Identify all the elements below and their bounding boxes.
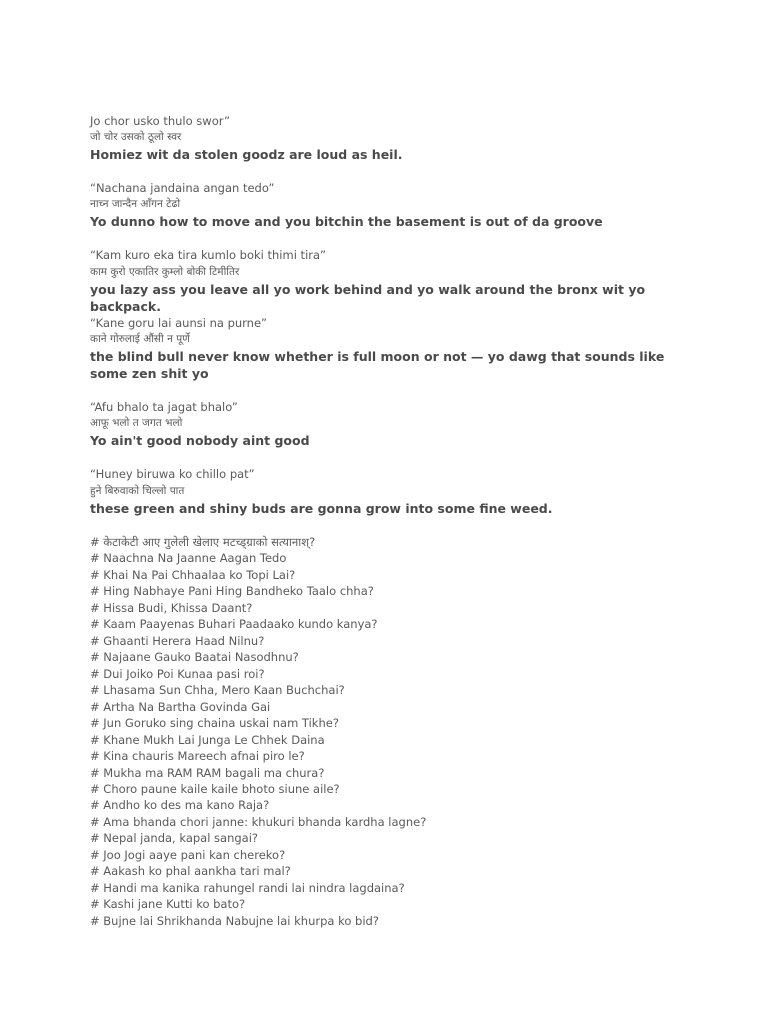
list-item: # Jun Goruko sing chaina uskai nam Tikhe? <box>90 716 339 730</box>
proverb-translation: Homiez wit da stolen goodz are loud as heil. <box>90 147 403 162</box>
list-item: # Mukha ma RAM RAM bagali ma chura? <box>90 766 325 780</box>
proverb-devanagari: जो चोर उसको ठूलो स्वर <box>90 131 182 143</box>
list-item: # केटाकेटी आए गुलेली खेलाए मटच्ड्ग्राको सत्यानाश्? <box>90 535 316 549</box>
proverb-devanagari: हुने बिरुवाको चिल्लो पात <box>90 485 185 497</box>
list-item: # Bujne lai Shrikhanda Nabujne lai khurpa ko bid? <box>90 914 379 928</box>
list-item: # Handi ma kanika rahungel randi lai nindra lagdaina? <box>90 881 405 895</box>
proverb-romanized: “Afu bhalo ta jagat bhalo” <box>90 400 238 414</box>
list-item: # Lhasama Sun Chha, Mero Kaan Buchchai? <box>90 683 345 697</box>
proverb-devanagari: आफू भलो त जगत भलो <box>90 417 183 429</box>
proverb-translation: you lazy ass you leave all yo work behind and yo walk around the bronx wit yo backpack. <box>90 282 646 314</box>
list-item: # Ghaanti Herera Haad Nilnu? <box>90 634 265 648</box>
list-item: # Hissa Budi, Khissa Daant? <box>90 601 253 615</box>
proverb-translation: Yo ain't good nobody aint good <box>90 433 310 448</box>
list-item: # Hing Nabhaye Pani Hing Bandheko Taalo chha? <box>90 584 374 598</box>
proverb-devanagari: काने गोरुलाई औंसी न पूर्णे <box>90 333 190 345</box>
proverb-romanized: “Kane goru lai aunsi na purne” <box>90 316 268 330</box>
proverb-romanized: “Nachana jandaina angan tedo” <box>90 181 275 195</box>
proverb-romanized: “Huney biruwa ko chillo pat” <box>90 467 255 481</box>
list-item: # Naachna Na Jaanne Aagan Tedo <box>90 551 287 565</box>
proverb-devanagari: नाच्न जान्दैन आँगन टेढो <box>90 198 181 210</box>
proverb-translation: the blind bull never know whether is full moon or not — yo dawg that sounds like some zen shit yo <box>90 349 665 381</box>
list-item: # Choro paune kaile kaile bhoto siune aile? <box>90 782 340 796</box>
list-item: # Kashi jane Kutti ko bato? <box>90 897 246 911</box>
list-item: # Dui Joiko Poi Kunaa pasi roi? <box>90 667 265 681</box>
list-item: # Khai Na Pai Chhaalaa ko Topi Lai? <box>90 568 296 582</box>
proverb-translation: these green and shiny buds are gonna grow into some fine weed. <box>90 501 553 516</box>
list-item: # Andho ko des ma kano Raja? <box>90 798 270 812</box>
list-item: # Aakash ko phal aankha tari mal? <box>90 864 291 878</box>
list-item: # Ama bhanda chori janne: khukuri bhanda kardha lagne? <box>90 815 427 829</box>
proverb-translation: Yo dunno how to move and you bitchin the basement is out of da groove <box>90 214 603 229</box>
proverb-devanagari: काम कुरो एकातिर कुम्लो बोकी टिमीतिर <box>90 266 240 278</box>
list-item: # Artha Na Bartha Govinda Gai <box>90 700 271 714</box>
list-item: # Kaam Paayenas Buhari Paadaako kundo kanya? <box>90 617 378 631</box>
list-item: # Nepal janda, kapal sangai? <box>90 831 259 845</box>
proverb-romanized: “Kam kuro eka tira kumlo boki thimi tira” <box>90 248 326 262</box>
list-item: # Khane Mukh Lai Junga Le Chhek Daina <box>90 733 325 747</box>
proverb-romanized: Jo chor usko thulo swor” <box>90 114 230 128</box>
list-item: # Joo Jogi aaye pani kan chereko? <box>90 848 286 862</box>
list-item: # Najaane Gauko Baatai Nasodhnu? <box>90 650 299 664</box>
list-item: # Kina chauris Mareech afnai piro le? <box>90 749 305 763</box>
